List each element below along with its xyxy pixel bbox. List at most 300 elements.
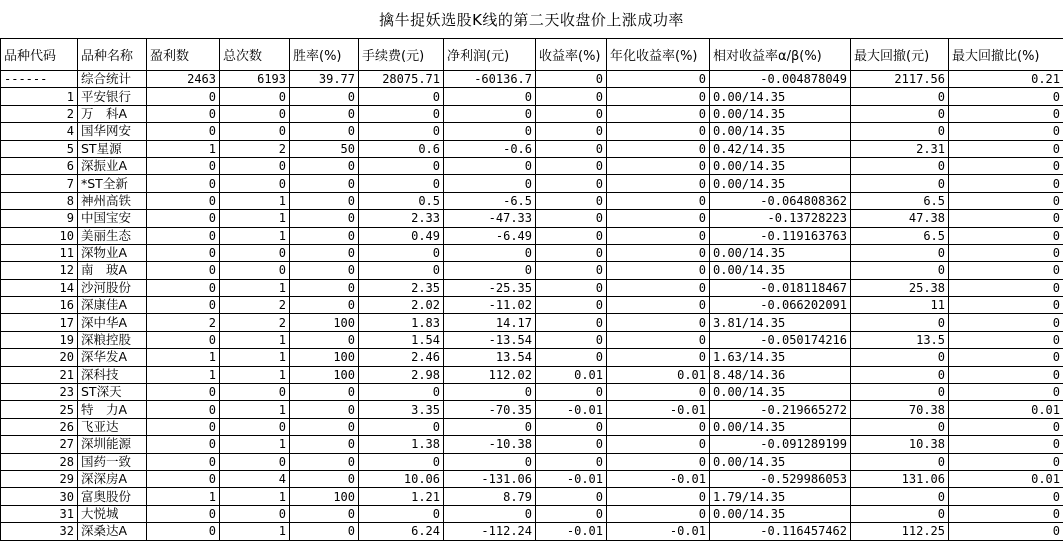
summary-drawdown-ratio: 0.21	[949, 71, 1063, 88]
cell-profit: -11.02	[444, 297, 536, 314]
cell-name: 深圳能源	[78, 436, 147, 453]
cell-name: 国华网安	[78, 123, 147, 140]
cell-code: 17	[1, 314, 78, 331]
cell-total: 1	[220, 401, 290, 418]
cell-name: 平安银行	[78, 88, 147, 105]
cell-return: 0	[536, 297, 607, 314]
cell-annual: 0	[607, 297, 710, 314]
table-row	[1, 297, 1063, 314]
cell-code: 28	[1, 453, 78, 470]
cell-drawdown: 0	[851, 244, 949, 261]
cell-relative: 3.81/14.35	[710, 314, 851, 331]
cell-annual: 0	[607, 88, 710, 105]
cell-annual: -0.01	[607, 401, 710, 418]
cell-drawdown-ratio: 0.01	[949, 470, 1063, 487]
cell-fee: 2.33	[359, 210, 444, 227]
cell-name: 大悦城	[78, 505, 147, 522]
cell-return: 0	[536, 331, 607, 348]
cell-drawdown: 0	[851, 88, 949, 105]
cell-drawdown-ratio: 0	[949, 88, 1063, 105]
cell-total: 1	[220, 227, 290, 244]
cell-drawdown-ratio: 0.01	[949, 401, 1063, 418]
cell-win: 1	[147, 488, 220, 505]
cell-win: 0	[147, 244, 220, 261]
cell-win: 0	[147, 192, 220, 209]
cell-profit: 14.17	[444, 314, 536, 331]
cell-win: 0	[147, 401, 220, 418]
cell-fee: 2.35	[359, 279, 444, 296]
table-row	[1, 436, 1063, 453]
cell-drawdown-ratio: 0	[949, 210, 1063, 227]
cell-drawdown: 0	[851, 175, 949, 192]
cell-fee: 0	[359, 244, 444, 261]
cell-win: 1	[147, 366, 220, 383]
cell-relative: 1.79/14.35	[710, 488, 851, 505]
cell-profit: -70.35	[444, 401, 536, 418]
cell-fee: 0	[359, 123, 444, 140]
cell-name: 深物业A	[78, 244, 147, 261]
cell-total: 1	[220, 279, 290, 296]
cell-fee: 10.06	[359, 470, 444, 487]
cell-annual: 0	[607, 418, 710, 435]
cell-return: 0	[536, 227, 607, 244]
cell-profit: -112.24	[444, 523, 536, 540]
cell-return: -0.01	[536, 401, 607, 418]
cell-fee: 0	[359, 384, 444, 401]
cell-code: 31	[1, 505, 78, 522]
cell-win: 0	[147, 436, 220, 453]
cell-drawdown: 0	[851, 349, 949, 366]
cell-code: 21	[1, 366, 78, 383]
cell-return: 0	[536, 436, 607, 453]
column-header-total: 总次数	[220, 39, 290, 71]
cell-fee: 2.98	[359, 366, 444, 383]
cell-profit: -25.35	[444, 279, 536, 296]
summary-win: 2463	[147, 71, 220, 88]
cell-win: 0	[147, 210, 220, 227]
cell-rate: 0	[290, 105, 359, 122]
cell-name: 深振业A	[78, 157, 147, 174]
cell-rate: 0	[290, 244, 359, 261]
cell-win: 0	[147, 331, 220, 348]
cell-relative: 0.00/14.35	[710, 175, 851, 192]
cell-rate: 0	[290, 401, 359, 418]
cell-relative: -0.064808362	[710, 192, 851, 209]
cell-rate: 0	[290, 88, 359, 105]
cell-drawdown-ratio: 0	[949, 175, 1063, 192]
table-row	[1, 279, 1063, 296]
cell-total: 0	[220, 505, 290, 522]
cell-drawdown: 0	[851, 262, 949, 279]
cell-drawdown-ratio: 0	[949, 227, 1063, 244]
cell-code: 30	[1, 488, 78, 505]
cell-total: 0	[220, 244, 290, 261]
cell-name: 沙河股份	[78, 279, 147, 296]
table-row	[1, 157, 1063, 174]
cell-profit: 0	[444, 157, 536, 174]
cell-drawdown: 11	[851, 297, 949, 314]
cell-fee: 1.38	[359, 436, 444, 453]
cell-drawdown-ratio: 0	[949, 314, 1063, 331]
cell-total: 0	[220, 88, 290, 105]
cell-rate: 0	[290, 210, 359, 227]
summary-relative: -0.004878049	[710, 71, 851, 88]
cell-relative: 0.00/14.35	[710, 244, 851, 261]
summary-fee: 28075.71	[359, 71, 444, 88]
cell-relative: -0.066202091	[710, 297, 851, 314]
cell-rate: 100	[290, 349, 359, 366]
cell-rate: 0	[290, 470, 359, 487]
cell-total: 1	[220, 523, 290, 540]
cell-win: 0	[147, 88, 220, 105]
table-row	[1, 401, 1063, 418]
cell-drawdown-ratio: 0	[949, 523, 1063, 540]
cell-relative: -0.050174216	[710, 331, 851, 348]
cell-code: 8	[1, 192, 78, 209]
cell-win: 0	[147, 523, 220, 540]
cell-relative: 0.00/14.35	[710, 157, 851, 174]
summary-code: ------	[1, 71, 78, 88]
cell-relative: -0.119163763	[710, 227, 851, 244]
cell-fee: 1.21	[359, 488, 444, 505]
cell-win: 0	[147, 505, 220, 522]
cell-code: 10	[1, 227, 78, 244]
cell-return: 0	[536, 210, 607, 227]
cell-annual: 0	[607, 262, 710, 279]
cell-name: 深中华A	[78, 314, 147, 331]
summary-total: 6193	[220, 71, 290, 88]
cell-rate: 0	[290, 331, 359, 348]
table-row	[1, 175, 1063, 192]
cell-code: 6	[1, 157, 78, 174]
cell-name: 富奥股份	[78, 488, 147, 505]
cell-drawdown-ratio: 0	[949, 140, 1063, 157]
cell-name: 深华发A	[78, 349, 147, 366]
cell-name: 神州高铁	[78, 192, 147, 209]
cell-profit: -131.06	[444, 470, 536, 487]
cell-profit: -6.5	[444, 192, 536, 209]
summary-annual: 0	[607, 71, 710, 88]
cell-profit: 0	[444, 418, 536, 435]
cell-drawdown-ratio: 0	[949, 505, 1063, 522]
cell-fee: 0	[359, 157, 444, 174]
cell-win: 0	[147, 262, 220, 279]
cell-rate: 0	[290, 297, 359, 314]
cell-fee: 0	[359, 453, 444, 470]
cell-drawdown: 0	[851, 157, 949, 174]
cell-name: 美丽生态	[78, 227, 147, 244]
cell-drawdown-ratio: 0	[949, 157, 1063, 174]
cell-return: 0	[536, 505, 607, 522]
cell-fee: 0	[359, 505, 444, 522]
cell-drawdown: 0	[851, 384, 949, 401]
cell-drawdown: 70.38	[851, 401, 949, 418]
cell-return: 0	[536, 349, 607, 366]
table-row	[1, 366, 1063, 383]
cell-relative: 0.00/14.35	[710, 453, 851, 470]
summary-drawdown: 2117.56	[851, 71, 949, 88]
cell-rate: 50	[290, 140, 359, 157]
cell-total: 0	[220, 384, 290, 401]
cell-code: 29	[1, 470, 78, 487]
table-row	[1, 523, 1063, 540]
cell-drawdown: 6.5	[851, 192, 949, 209]
cell-relative: -0.219665272	[710, 401, 851, 418]
cell-relative: 0.00/14.35	[710, 262, 851, 279]
cell-code: 14	[1, 279, 78, 296]
cell-name: 深科技	[78, 366, 147, 383]
cell-total: 0	[220, 262, 290, 279]
table-row	[1, 105, 1063, 122]
cell-code: 12	[1, 262, 78, 279]
cell-relative: -0.529986053	[710, 470, 851, 487]
cell-code: 19	[1, 331, 78, 348]
cell-annual: 0	[607, 505, 710, 522]
cell-drawdown-ratio: 0	[949, 436, 1063, 453]
cell-code: 5	[1, 140, 78, 157]
cell-win: 0	[147, 470, 220, 487]
cell-annual: -0.01	[607, 470, 710, 487]
cell-return: 0	[536, 192, 607, 209]
cell-return: -0.01	[536, 523, 607, 540]
cell-win: 0	[147, 175, 220, 192]
cell-relative: -0.116457462	[710, 523, 851, 540]
cell-return: 0	[536, 175, 607, 192]
cell-return: 0.01	[536, 366, 607, 383]
cell-code: 32	[1, 523, 78, 540]
cell-rate: 0	[290, 123, 359, 140]
column-header-fee: 手续费(元)	[359, 39, 444, 71]
cell-rate: 0	[290, 523, 359, 540]
cell-drawdown-ratio: 0	[949, 384, 1063, 401]
cell-profit: 0	[444, 175, 536, 192]
cell-code: 9	[1, 210, 78, 227]
cell-name: 深深房A	[78, 470, 147, 487]
cell-rate: 0	[290, 279, 359, 296]
cell-relative: 1.63/14.35	[710, 349, 851, 366]
cell-code: 25	[1, 401, 78, 418]
cell-total: 1	[220, 210, 290, 227]
cell-return: 0	[536, 418, 607, 435]
cell-annual: 0	[607, 349, 710, 366]
cell-profit: -0.6	[444, 140, 536, 157]
cell-fee: 0	[359, 262, 444, 279]
cell-drawdown: 0	[851, 418, 949, 435]
cell-drawdown: 2.31	[851, 140, 949, 157]
cell-return: 0	[536, 279, 607, 296]
cell-return: 0	[536, 88, 607, 105]
cell-return: 0	[536, 105, 607, 122]
summary-profit: -60136.7	[444, 71, 536, 88]
cell-win: 0	[147, 418, 220, 435]
cell-annual: 0	[607, 227, 710, 244]
cell-annual: 0	[607, 488, 710, 505]
cell-drawdown: 10.38	[851, 436, 949, 453]
cell-drawdown: 0	[851, 488, 949, 505]
cell-annual: 0	[607, 244, 710, 261]
cell-total: 0	[220, 105, 290, 122]
cell-relative: -0.091289199	[710, 436, 851, 453]
cell-relative: 0.00/14.35	[710, 105, 851, 122]
cell-rate: 0	[290, 227, 359, 244]
cell-fee: 0.5	[359, 192, 444, 209]
report-title: 擒牛捉妖选股K线的第二天收盘价上涨成功率	[379, 11, 684, 29]
cell-rate: 100	[290, 314, 359, 331]
cell-annual: 0.01	[607, 366, 710, 383]
table-row	[1, 453, 1063, 470]
cell-fee: 0.49	[359, 227, 444, 244]
cell-total: 0	[220, 123, 290, 140]
cell-rate: 0	[290, 175, 359, 192]
summary-return: 0	[536, 71, 607, 88]
cell-total: 0	[220, 175, 290, 192]
cell-drawdown-ratio: 0	[949, 297, 1063, 314]
cell-rate: 0	[290, 384, 359, 401]
header-row	[1, 39, 1063, 71]
cell-drawdown: 6.5	[851, 227, 949, 244]
cell-code: 7	[1, 175, 78, 192]
cell-name: 南 玻A	[78, 262, 147, 279]
cell-annual: 0	[607, 436, 710, 453]
cell-drawdown-ratio: 0	[949, 349, 1063, 366]
cell-profit: 112.02	[444, 366, 536, 383]
column-header-win: 盈利数	[147, 39, 220, 71]
cell-code: 20	[1, 349, 78, 366]
cell-name: ST星源	[78, 140, 147, 157]
cell-total: 0	[220, 418, 290, 435]
cell-drawdown: 0	[851, 505, 949, 522]
cell-annual: 0	[607, 123, 710, 140]
cell-total: 4	[220, 470, 290, 487]
cell-annual: 0	[607, 314, 710, 331]
cell-return: 0	[536, 384, 607, 401]
table-row	[1, 331, 1063, 348]
cell-fee: 0	[359, 175, 444, 192]
cell-code: 27	[1, 436, 78, 453]
cell-relative: -0.13728223	[710, 210, 851, 227]
cell-fee: 1.54	[359, 331, 444, 348]
cell-rate: 100	[290, 488, 359, 505]
cell-win: 0	[147, 227, 220, 244]
cell-fee: 6.24	[359, 523, 444, 540]
cell-fee: 0	[359, 88, 444, 105]
cell-name: 国药一致	[78, 453, 147, 470]
cell-drawdown: 0	[851, 105, 949, 122]
cell-code: 23	[1, 384, 78, 401]
cell-total: 1	[220, 349, 290, 366]
cell-rate: 0	[290, 157, 359, 174]
cell-profit: 0	[444, 105, 536, 122]
cell-name: ST深天	[78, 384, 147, 401]
cell-drawdown-ratio: 0	[949, 453, 1063, 470]
cell-code: 11	[1, 244, 78, 261]
cell-drawdown: 0	[851, 123, 949, 140]
cell-win: 0	[147, 279, 220, 296]
cell-fee: 3.35	[359, 401, 444, 418]
cell-code: 4	[1, 123, 78, 140]
cell-profit: -10.38	[444, 436, 536, 453]
cell-rate: 0	[290, 262, 359, 279]
cell-fee: 2.46	[359, 349, 444, 366]
cell-total: 1	[220, 488, 290, 505]
column-header-drawdown: 最大回撤(元)	[851, 39, 949, 71]
cell-profit: 0	[444, 505, 536, 522]
cell-win: 0	[147, 123, 220, 140]
cell-win: 1	[147, 140, 220, 157]
table-row	[1, 470, 1063, 487]
cell-drawdown: 131.06	[851, 470, 949, 487]
cell-profit: -6.49	[444, 227, 536, 244]
cell-total: 2	[220, 140, 290, 157]
cell-return: 0	[536, 453, 607, 470]
column-header-drawdown-ratio: 最大回撤比(%)	[949, 39, 1063, 71]
cell-win: 0	[147, 157, 220, 174]
column-header-rate: 胜率(%)	[290, 39, 359, 71]
cell-annual: 0	[607, 157, 710, 174]
column-header-code: 品种代码	[1, 39, 78, 71]
summary-rate: 39.77	[290, 71, 359, 88]
cell-profit: 0	[444, 384, 536, 401]
cell-relative: 0.00/14.35	[710, 88, 851, 105]
table-row	[1, 349, 1063, 366]
cell-win: 0	[147, 453, 220, 470]
table-row	[1, 505, 1063, 522]
cell-name: 深粮控股	[78, 331, 147, 348]
cell-relative: 0.42/14.35	[710, 140, 851, 157]
column-header-relative: 相对收益率α/β(%)	[710, 39, 851, 71]
cell-total: 2	[220, 314, 290, 331]
column-header-name: 品种名称	[78, 39, 147, 71]
cell-profit: -13.54	[444, 331, 536, 348]
cell-total: 0	[220, 453, 290, 470]
cell-drawdown-ratio: 0	[949, 366, 1063, 383]
table-row	[1, 384, 1063, 401]
cell-name: 深康佳A	[78, 297, 147, 314]
cell-win: 0	[147, 297, 220, 314]
cell-name: *ST全新	[78, 175, 147, 192]
cell-annual: 0	[607, 175, 710, 192]
cell-profit: 8.79	[444, 488, 536, 505]
cell-annual: 0	[607, 331, 710, 348]
table-row	[1, 88, 1063, 105]
cell-relative: 0.00/14.35	[710, 384, 851, 401]
column-header-return: 收益率(%)	[536, 39, 607, 71]
cell-profit: 0	[444, 453, 536, 470]
cell-drawdown: 13.5	[851, 331, 949, 348]
cell-profit: 0	[444, 262, 536, 279]
cell-code: 16	[1, 297, 78, 314]
cell-annual: 0	[607, 192, 710, 209]
cell-return: 0	[536, 244, 607, 261]
cell-code: 1	[1, 88, 78, 105]
cell-total: 1	[220, 366, 290, 383]
cell-return: 0	[536, 123, 607, 140]
cell-return: 0	[536, 488, 607, 505]
cell-drawdown-ratio: 0	[949, 331, 1063, 348]
cell-drawdown: 47.38	[851, 210, 949, 227]
cell-code: 26	[1, 418, 78, 435]
cell-drawdown-ratio: 0	[949, 192, 1063, 209]
cell-name: 中国宝安	[78, 210, 147, 227]
cell-fee: 0	[359, 105, 444, 122]
cell-relative: 8.48/14.36	[710, 366, 851, 383]
cell-annual: 0	[607, 384, 710, 401]
cell-annual: -0.01	[607, 523, 710, 540]
cell-return: 0	[536, 314, 607, 331]
table-row	[1, 123, 1063, 140]
cell-relative: -0.018118467	[710, 279, 851, 296]
summary-name: 综合统计	[78, 71, 147, 88]
